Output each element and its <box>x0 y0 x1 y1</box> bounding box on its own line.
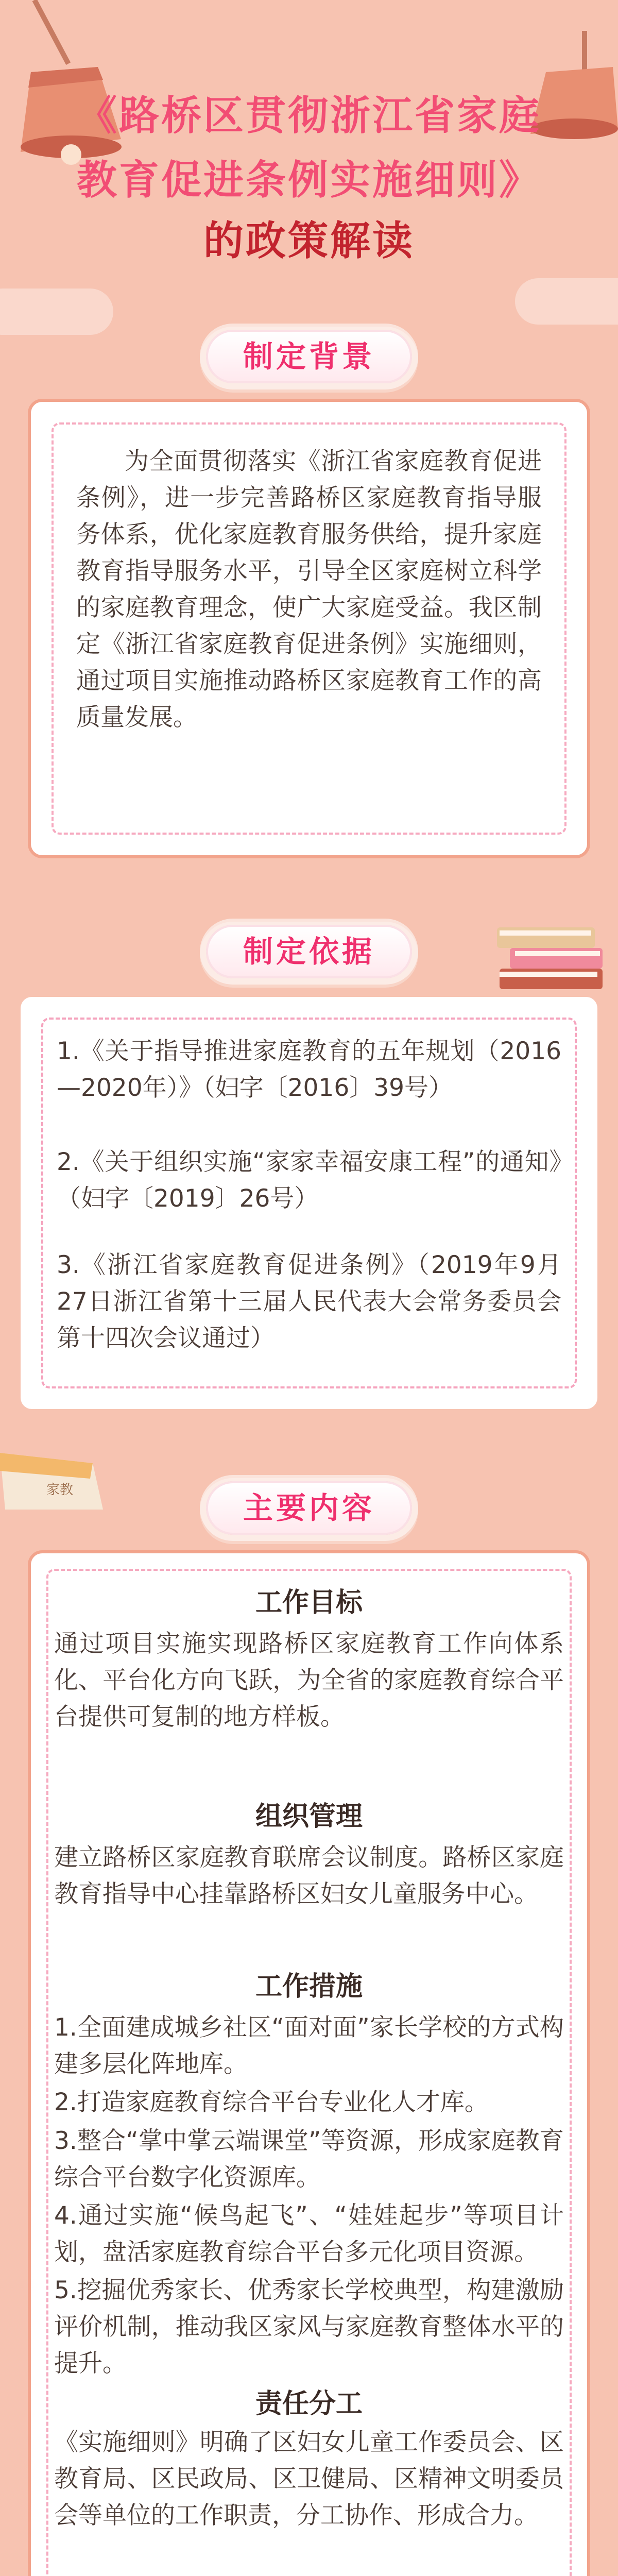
measure-item-3: 3.整合“掌中掌云端课堂”等资源，形成家庭教育综合平台数字化资源库。 <box>54 2127 564 2192</box>
books-icon <box>494 912 608 999</box>
cloud-decoration <box>515 278 618 325</box>
section-card-content <box>31 1553 587 2576</box>
section-card-background <box>31 402 587 855</box>
section-card-basis <box>21 997 597 1409</box>
goal-text: 通过项目实施实现路桥区家庭教育工作向体系化、平台化方向飞跃，为全省的家庭教育综合平台提供可复制的地方样板。 <box>54 1630 564 1731</box>
measure-item-2: 2.打造家庭教育综合平台专业化人才库。 <box>54 2088 489 2116</box>
page-title-line-1: 《路桥区贯彻浙江省家庭 <box>76 93 541 139</box>
background-text: 为全面贯彻落实《浙江省家庭教育促进条例》，进一步完善路桥区家庭教育指导服务体系，优化家庭教育服务供给，提升家庭教育指导服务水平，引导全区家庭树立科学的家庭教育理念，使广大家庭受益。我区制定《浙江省家庭教育促进条例》实施细则，通过项目实施推动路桥区家庭教育工作的高质量发展。 <box>76 447 542 732</box>
cloud-decoration <box>0 289 113 335</box>
header-banner <box>0 0 618 330</box>
measure-item-1: 1.全面建成城乡社区“面对面”家长学校的方式构建多层化阵地库。 <box>54 2013 564 2078</box>
measures-title: 工作措施 <box>255 1971 363 2002</box>
page-title-line-3: 的政策解读 <box>203 218 415 264</box>
basis-item-1: 1.《关于指导推进家庭教育的五年规划（2016—2020年）》（妇字〔2016〕39号） <box>57 1037 561 1102</box>
org-title: 组织管理 <box>255 1801 363 1832</box>
org-text: 建立路桥区家庭教育联席会议制度。路桥区家庭教育指导中心挂靠路桥区妇女儿童服务中心。 <box>54 1843 564 1908</box>
section-heading-basis: 制定依据 <box>206 925 412 978</box>
division-text: 《实施细则》明确了区妇女儿童工作委员会、区教育局、区民政局、区卫健局、区精神文明委员会等单位的工作职责，分工协作、形成合力。 <box>54 2428 564 2530</box>
book-label: 家教 <box>46 1482 74 1498</box>
section-heading-background: 制定背景 <box>206 330 412 383</box>
basis-item-2: 2.《关于组织实施“家家幸福安康工程”的通知》（妇字〔2019〕26号） <box>57 1148 561 1213</box>
basis-item-3: 3.《浙江省家庭教育促进条例》（2019年9月27日浙江省第十三届人民代表大会常务委员会第十四次会议通过） <box>57 1251 561 1352</box>
lamp-cord <box>32 0 71 65</box>
page-title-line-2: 教育促进条例实施细则》 <box>76 157 541 204</box>
book-icon <box>0 1443 103 1520</box>
division-title: 责任分工 <box>255 2388 363 2419</box>
section-heading-content: 主要内容 <box>206 1481 412 1535</box>
goal-title: 工作目标 <box>255 1587 363 1618</box>
measure-item-4: 4.通过实施“候鸟起飞”、“娃娃起步”等项目计划，盘活家庭教育综合平台多元化项目资源。 <box>54 2201 564 2266</box>
measure-item-5: 5.挖掘优秀家长、优秀家长学校典型，构建激励评价机制，推动我区家风与家庭教育整体水平的提升。 <box>54 2276 564 2378</box>
